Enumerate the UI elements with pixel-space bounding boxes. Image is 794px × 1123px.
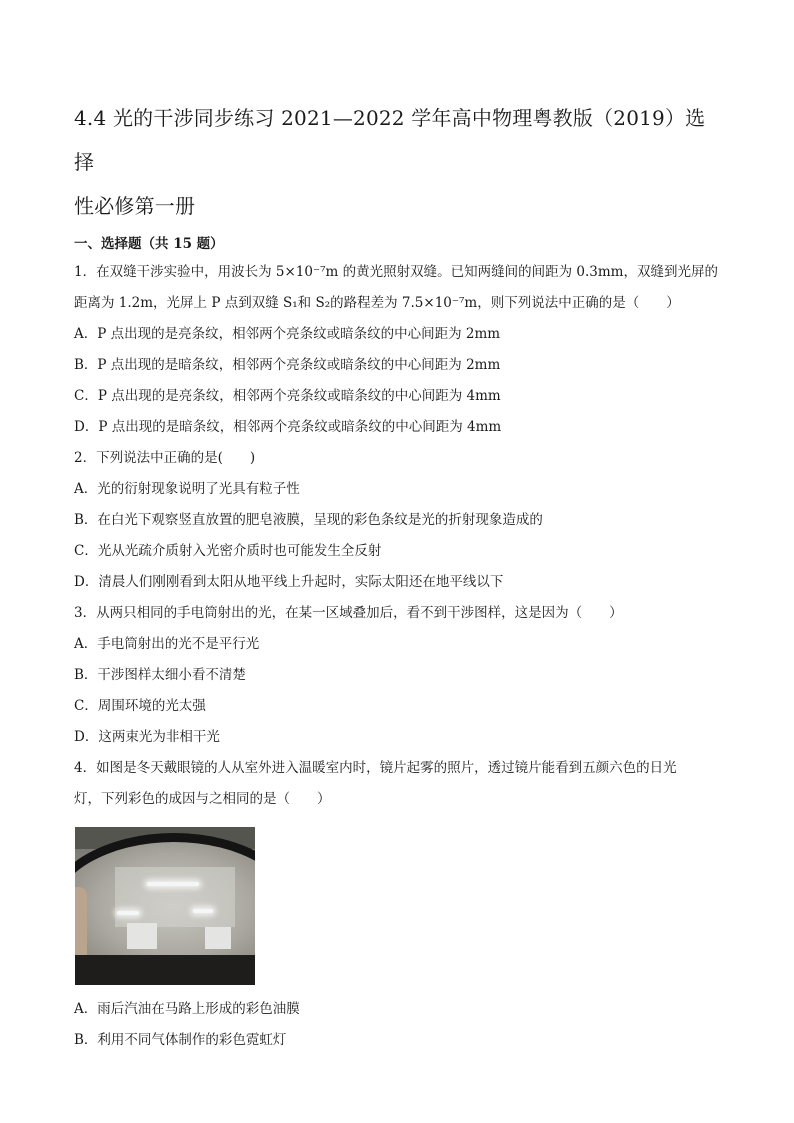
question-3: [74, 598, 724, 753]
question-stem-line: 距离为 1.2m，光屏上 P 点到双缝 S₁和 S₂的路程差为 7.5×10⁻⁷m，则下列说法中正确的是（ ）: [74, 295, 680, 311]
answer-option-a: A．光的衍射现象说明了光具有粒子性: [74, 481, 300, 497]
document-title: [74, 96, 724, 228]
question-stem-line: 2．下列说法中正确的是( ): [74, 450, 256, 466]
question-1: [74, 257, 724, 443]
answer-option-b: B．在白光下观察竖直放置的肥皂液膜，呈现的彩色条纹是光的折射现象造成的: [74, 512, 543, 528]
question-stem-line: 灯，下列彩色的成因与之相同的是（ ）: [74, 791, 331, 807]
title-line-2: 性必修第一册: [74, 194, 196, 218]
answer-option-d: D．清晨人们刚刚看到太阳从地平线上升起时，实际太阳还在地平线以下: [74, 574, 504, 590]
title-line-1: 4.4 光的干涉同步练习 2021—2022 学年高中物理粤教版（2019）选择: [74, 106, 706, 174]
answer-option-c: C．光从光疏介质射入光密介质时也可能发生全反射: [74, 543, 382, 559]
answer-option-d: D．P 点出现的是暗条纹，相邻两个亮条纹或暗条纹的中心间距为 4mm: [74, 419, 502, 435]
section-heading: 一、选择题（共 15 题）: [74, 236, 224, 252]
answer-option-a: A．手电筒射出的光不是平行光: [74, 636, 260, 652]
answer-option-a: A．雨后汽油在马路上形成的彩色油膜: [74, 1001, 300, 1017]
worksheet-page: [74, 96, 724, 1056]
answer-option-d: D．这两束光为非相干光: [74, 729, 220, 745]
answer-option-a: A．P 点出现的是亮条纹，相邻两个亮条纹或暗条纹的中心间距为 2mm: [74, 326, 501, 342]
answer-option-b: B．利用不同气体制作的彩色霓虹灯: [74, 1032, 287, 1048]
foggy-glasses-photo: [75, 827, 255, 985]
question-stem-line: 1．在双缝干涉实验中，用波长为 5×10⁻⁷m 的黄光照射双缝。已知两缝间的间距为 0.3mm，双缝到光屏的: [74, 264, 718, 280]
answer-option-c: C．P 点出现的是亮条纹，相邻两个亮条纹或暗条纹的中心间距为 4mm: [74, 388, 501, 404]
answer-option-c: C．周围环境的光太强: [74, 698, 206, 714]
question-2: [74, 443, 724, 598]
question-4: [74, 753, 724, 1056]
answer-option-b: B．P 点出现的是暗条纹，相邻两个亮条纹或暗条纹的中心间距为 2mm: [74, 357, 501, 373]
question-stem-line: 3．从两只相同的手电筒射出的光，在某一区域叠加后，看不到干涉图样，这是因为（ ）: [74, 605, 623, 621]
question-stem-line: 4．如图是冬天戴眼镜的人从室外进入温暖室内时，镜片起雾的照片，透过镜片能看到五颜六色的日光: [74, 760, 677, 776]
answer-option-b: B．干涉图样太细小看不清楚: [74, 667, 246, 683]
